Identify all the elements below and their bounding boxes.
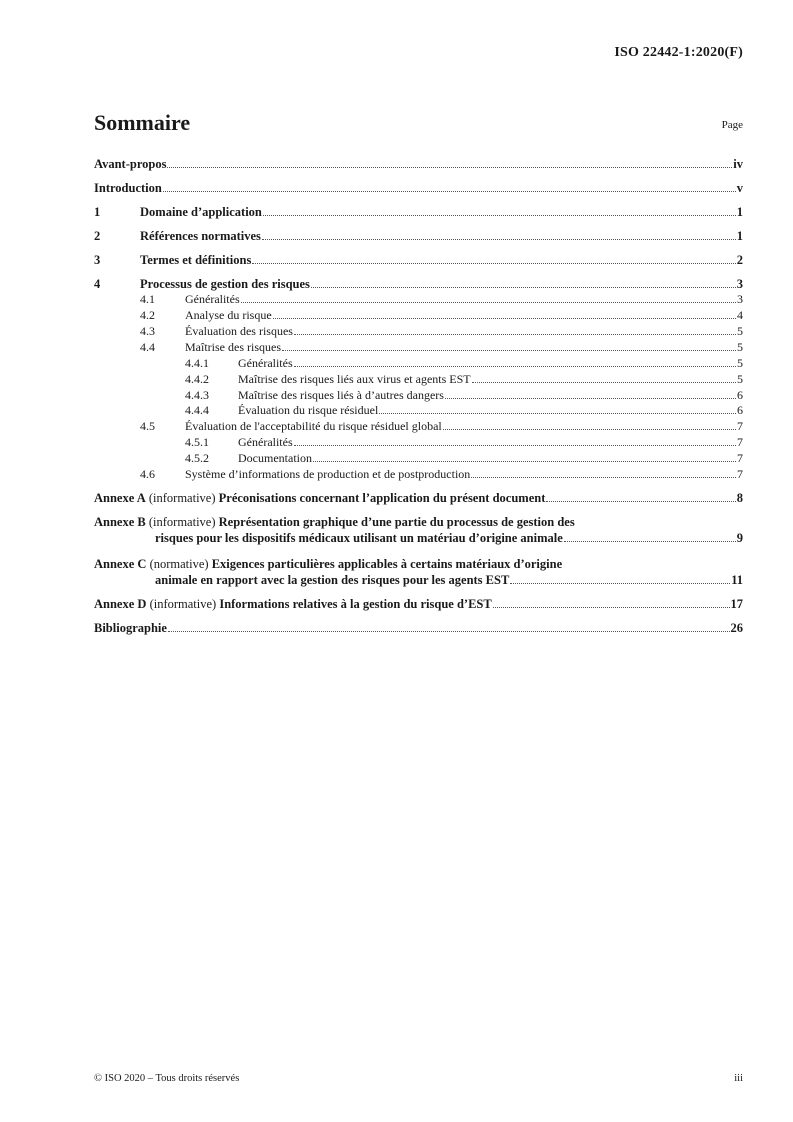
dot-leader (564, 541, 736, 542)
toc-entry-number: 4 (94, 277, 101, 291)
toc-entry-number: 4.4 (140, 340, 155, 354)
dot-leader (294, 445, 736, 446)
toc-entry-title: Références normatives (140, 229, 261, 243)
annex-type: (informative) (149, 597, 217, 611)
dot-leader (263, 215, 736, 216)
toc-entry-page: 3 (737, 292, 743, 306)
toc-entry-title: Évaluation du risque résiduel (238, 403, 379, 417)
toc-entry-3[interactable] (94, 253, 743, 267)
toc-entry-page: 5 (737, 356, 743, 370)
toc-entry-number: 4.4.4 (185, 403, 209, 417)
toc-annex-b-continuation[interactable] (94, 531, 743, 545)
toc-entry-page: 5 (737, 340, 743, 354)
toc-entry-number: 1 (94, 205, 101, 219)
toc-entry-number: 4.4.2 (185, 372, 209, 386)
toc-entry-title: Documentation (238, 451, 312, 465)
toc-entry-4-2[interactable] (94, 308, 743, 322)
toc-entry-avant-propos[interactable] (94, 157, 743, 171)
dot-leader (471, 477, 736, 478)
toc-entry-4-5[interactable] (94, 419, 743, 433)
toc-entry-page: 7 (737, 467, 743, 481)
toc-entry-title: Processus de gestion des risques (140, 277, 310, 291)
toc-entry-number: 4.5.1 (185, 435, 209, 449)
annex-type: (informative) (148, 515, 216, 529)
page-title: Sommaire (94, 110, 191, 135)
annex-label: Annexe B (94, 515, 146, 529)
toc-entry-page: 7 (737, 435, 743, 449)
toc-entry-1[interactable] (94, 205, 743, 219)
toc-annex-c-continuation[interactable] (94, 573, 743, 587)
dot-leader (273, 318, 736, 319)
dot-leader (167, 167, 732, 168)
document-header-id: ISO 22442-1:2020(F) (614, 45, 743, 60)
toc-entry-4-4-2[interactable] (94, 372, 743, 386)
toc-entry-title: Termes et définitions (140, 253, 252, 267)
toc-entry-page: 2 (736, 253, 743, 267)
toc-entry-title: Évaluation des risques (185, 324, 293, 338)
toc-entry-title: Maîtrise des risques liés à d’autres dangers (238, 388, 444, 402)
toc-entry-page: 7 (737, 419, 743, 433)
toc-entry-title: Domaine d’application (140, 205, 262, 219)
toc-entry-number: 4.3 (140, 324, 155, 338)
dot-leader (313, 461, 736, 462)
annex-title-continuation: animale en rapport avec la gestion des risques pour les agents EST (155, 573, 510, 587)
toc-entry-number: 4.2 (140, 308, 155, 322)
toc-entry-4-3[interactable] (94, 324, 743, 338)
toc-annex-b[interactable] (94, 515, 743, 529)
dot-leader (294, 334, 736, 335)
toc-entry-number: 4.4.3 (185, 388, 209, 402)
toc-entry-page: v (736, 181, 743, 195)
annex-title: Préconisations concernant l’application du présent document (218, 491, 546, 505)
toc-entry-title: Système d’informations de production et de postproduction (185, 467, 471, 481)
toc-entry-page: 5 (737, 324, 743, 338)
annex-label: Annexe A (94, 491, 146, 505)
toc-annex-d[interactable] (94, 597, 743, 611)
dot-leader (546, 501, 735, 502)
toc-entry-page: 4 (737, 308, 743, 322)
annex-type: (normative) (149, 557, 209, 571)
toc-entry-4-4[interactable] (94, 340, 743, 354)
toc-entry-4-5-2[interactable] (94, 451, 743, 465)
toc-entry-page: 3 (736, 277, 743, 291)
dot-leader (510, 583, 730, 584)
toc-entry-4-6[interactable] (94, 467, 743, 481)
toc-entry-page: 1 (736, 205, 743, 219)
toc-entry-page: 11 (731, 573, 743, 587)
annex-title-continuation: risques pour les dispositifs médicaux utilisant un matériau d’origine animale (155, 531, 563, 545)
toc-entry-number: 2 (94, 229, 101, 243)
dot-leader (493, 607, 730, 608)
toc-entry-title: Généralités (238, 435, 293, 449)
dot-leader (311, 287, 736, 288)
page-number: iii (734, 1073, 743, 1084)
toc-entry-title: Généralités (238, 356, 293, 370)
annex-title: Exigences particulières applicables à certains matériaux d’origine (211, 557, 563, 571)
dot-leader (252, 263, 735, 264)
dot-leader (168, 631, 730, 632)
toc-entry-2[interactable] (94, 229, 743, 243)
toc-entry-page: 26 (730, 621, 743, 635)
toc-entry-number: 4.5 (140, 419, 155, 433)
toc-entry-page: 9 (736, 531, 743, 545)
toc-entry-title: Bibliographie (94, 621, 167, 635)
toc-annex-a[interactable] (94, 491, 743, 505)
dot-leader (282, 350, 736, 351)
annex-type: (informative) (148, 491, 216, 505)
toc-entry-page: 17 (730, 597, 743, 611)
dot-leader (163, 191, 736, 192)
toc-entry-page: 6 (737, 388, 743, 402)
toc-entry-title: Généralités (185, 292, 240, 306)
toc-entry-number: 4.1 (140, 292, 155, 306)
toc-entry-number: 4.4.1 (185, 356, 209, 370)
toc-entry-introduction[interactable] (94, 181, 743, 195)
toc-entry-title: Analyse du risque (185, 308, 272, 322)
toc-entry-number: 4.6 (140, 467, 155, 481)
annex-title: Informations relatives à la gestion du risque d’EST (219, 597, 492, 611)
annex-label: Annexe D (94, 597, 147, 611)
toc-entry-page: 6 (737, 403, 743, 417)
page-footer (94, 1073, 743, 1084)
toc-entry-bibliography[interactable] (94, 621, 743, 635)
dot-leader (472, 382, 736, 383)
toc-entry-page: 7 (737, 451, 743, 465)
toc-entry-number: 4.5.2 (185, 451, 209, 465)
toc-entry-page: iv (733, 157, 743, 171)
toc-entry-title: Évaluation de l'acceptabilité du risque résiduel global (185, 419, 442, 433)
dot-leader (262, 239, 736, 240)
toc-entry-page: 8 (736, 491, 743, 505)
toc-entry-title: Maîtrise des risques liés aux virus et agents EST (238, 372, 471, 386)
toc-entry-4[interactable] (94, 277, 743, 291)
toc-entry-number: 3 (94, 253, 101, 267)
toc-entry-4-4-3[interactable] (94, 388, 743, 402)
dot-leader (443, 429, 736, 430)
copyright-notice: © ISO 2020 – Tous droits réservés (94, 1073, 240, 1084)
annex-title: Représentation graphique d’une partie du processus de gestion des (218, 515, 575, 529)
toc-entry-title: Avant-propos (94, 157, 167, 171)
toc-annex-c[interactable] (94, 557, 743, 571)
toc-entry-title: Introduction (94, 181, 162, 195)
toc-entry-4-4-1[interactable] (94, 356, 743, 370)
toc-entry-title: Maîtrise des risques (185, 340, 281, 354)
toc-entry-4-5-1[interactable] (94, 435, 743, 449)
toc-entry-4-4-4[interactable] (94, 403, 743, 417)
annex-label: Annexe C (94, 557, 147, 571)
toc-entry-4-1[interactable] (94, 292, 743, 306)
dot-leader (241, 302, 736, 303)
toc-entry-page: 1 (736, 229, 743, 243)
dot-leader (294, 366, 736, 367)
toc-entry-page: 5 (737, 372, 743, 386)
page-column-label: Page (721, 119, 743, 131)
dot-leader (379, 413, 736, 414)
dot-leader (445, 398, 736, 399)
